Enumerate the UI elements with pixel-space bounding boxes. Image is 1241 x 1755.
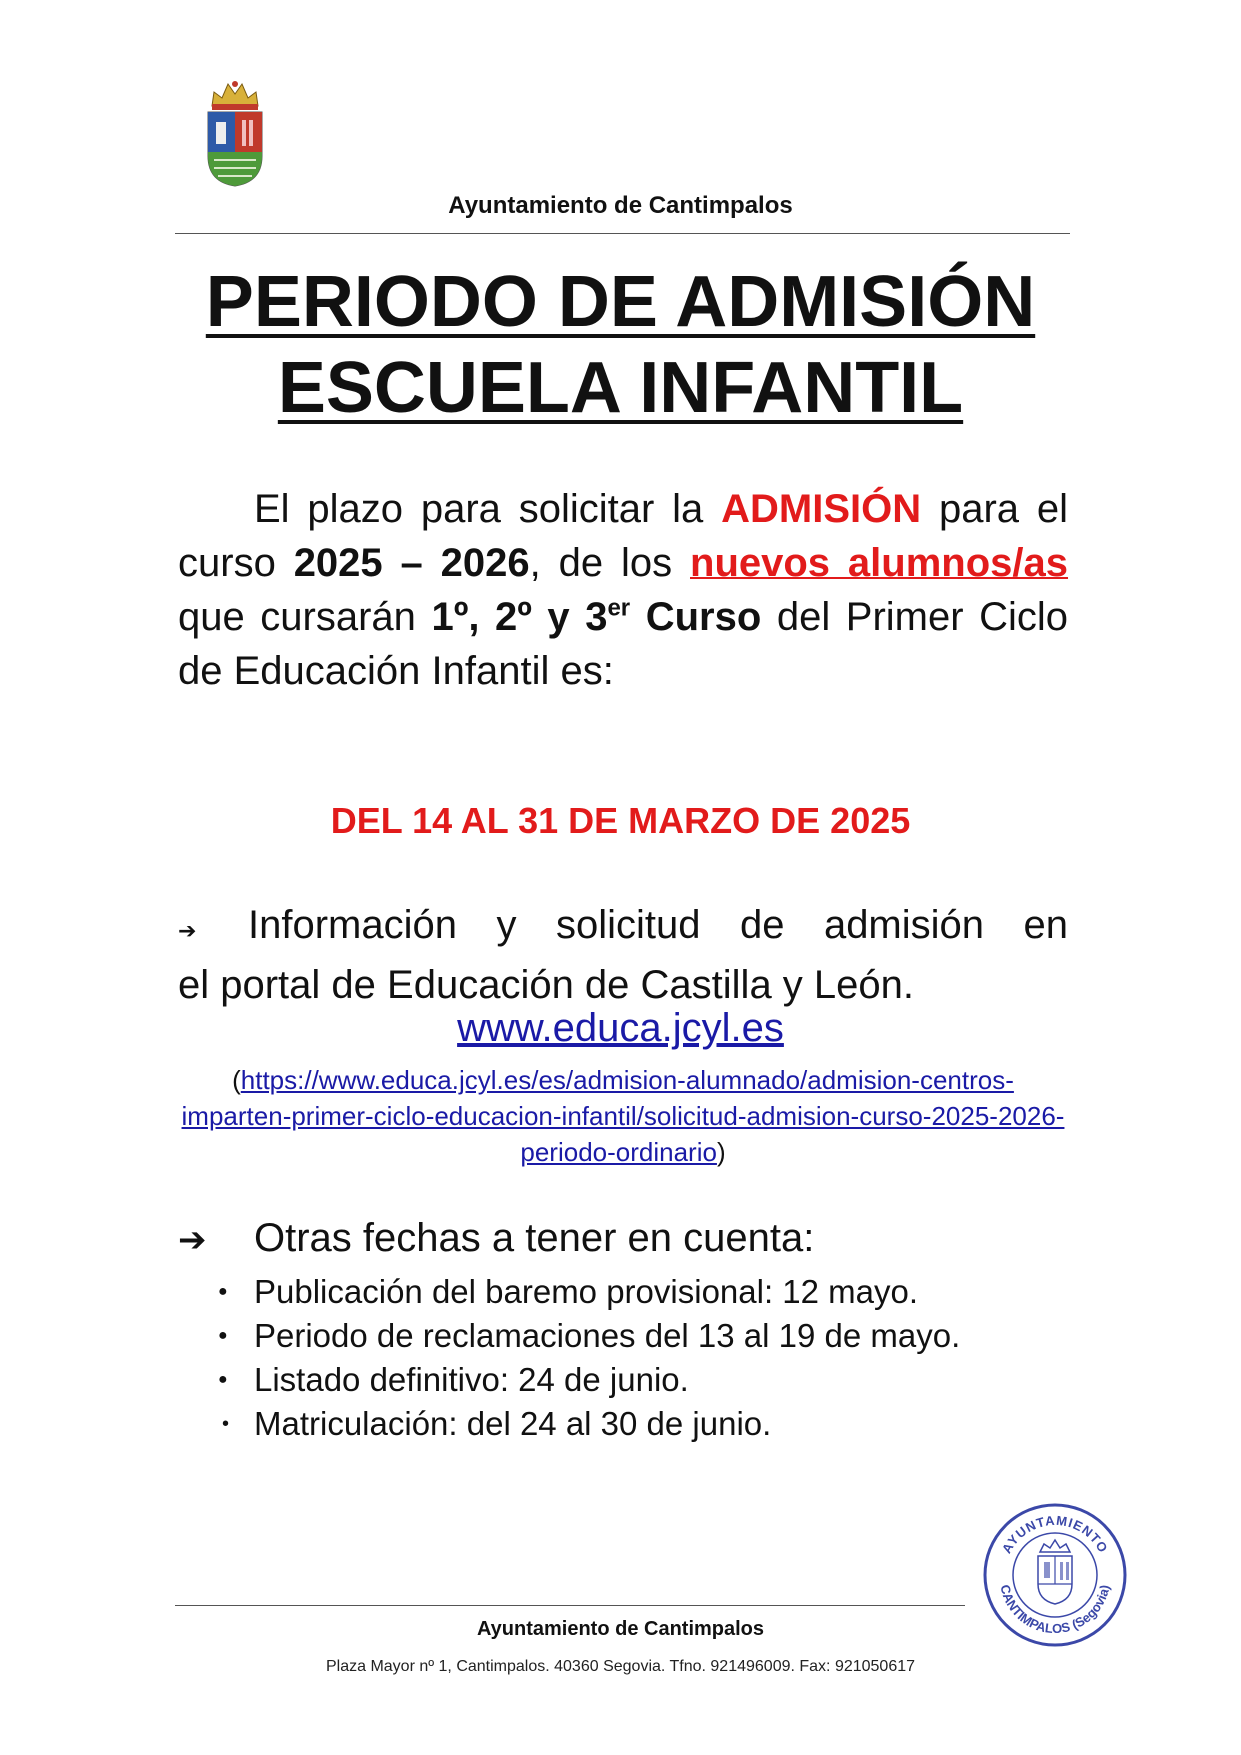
svg-text:CANTIMPALOS (Segovia): CANTIMPALOS (Segovia) [997,1583,1113,1637]
other-dates-heading: ➔ Otras fechas a tener en cuenta: [178,1216,815,1260]
arrow-right-icon: ➔ [178,1221,207,1259]
list-item: ● Publicación del baremo provisional: 12 mayo. [214,1270,960,1314]
courses-list: 1º, 2º y 3er Curso [431,594,762,639]
info-paragraph: ➔ Información y solicitud de admisión en el portal de Educación de Castilla y León. [178,903,1068,1007]
page-title-line2: ESCUELA INFANTIL [277,348,964,428]
intro-paragraph: El plazo para solicitar la ADMISIÓN para el curso 2025 – 2026, de los nuevos alumnos/as que cursarán 1º, 2º y 3er Curso del Primer Ciclo de Educación Infantil es: [178,487,1069,693]
admission-url-block: (https://www.educa.jcyl.es/es/admision-alumnado/admision-centros-imparten-primer-ciclo-educacion-infantil/solicitud-admision-curso-2025-2026-periodo-ordinario) [181,1065,1065,1167]
portal-link[interactable]: www.educa.jcyl.es [457,1006,784,1050]
svg-text:AYUNTAMIENTO: AYUNTAMIENTO [998,1512,1112,1556]
list-item: ● Listado definitivo: 24 de junio. [214,1358,960,1402]
admission-url-link[interactable]: https://www.educa.jcyl.es/es/admision-alumnado/admision-centros-imparten-primer-ciclo-educacion-infantil/solicitud-admision-curso-2025-2026-periodo-ordinario [181,1065,1065,1167]
footer-address: Plaza Mayor nº 1, Cantimpalos. 40360 Segovia. Tfno. 921496009. Fax: 921050617 [325,1658,916,1675]
footer-municipality: Ayuntamiento de Cantimpalos [476,1618,765,1640]
list-item: ● Periodo de reclamaciones del 13 al 19 de mayo. [214,1314,960,1358]
header-municipality: Ayuntamiento de Cantimpalos [448,192,793,219]
other-dates-list [214,1270,960,1446]
school-year: 2025 – 2026 [293,541,530,585]
new-students-highlight: nuevos alumnos/as [690,541,1069,585]
coat-of-arms-logo [204,78,266,188]
header-divider [175,233,1070,234]
page-title-line1: PERIODO DE ADMISIÓN [205,262,1036,342]
admision-highlight: ADMISIÓN [721,487,922,531]
admission-dates-heading: DEL 14 AL 31 DE MARZO DE 2025 [330,800,911,841]
arrow-right-icon: ➔ [178,918,197,943]
footer-divider [175,1605,965,1606]
list-item: • Matriculación: del 24 al 30 de junio. [214,1402,960,1446]
